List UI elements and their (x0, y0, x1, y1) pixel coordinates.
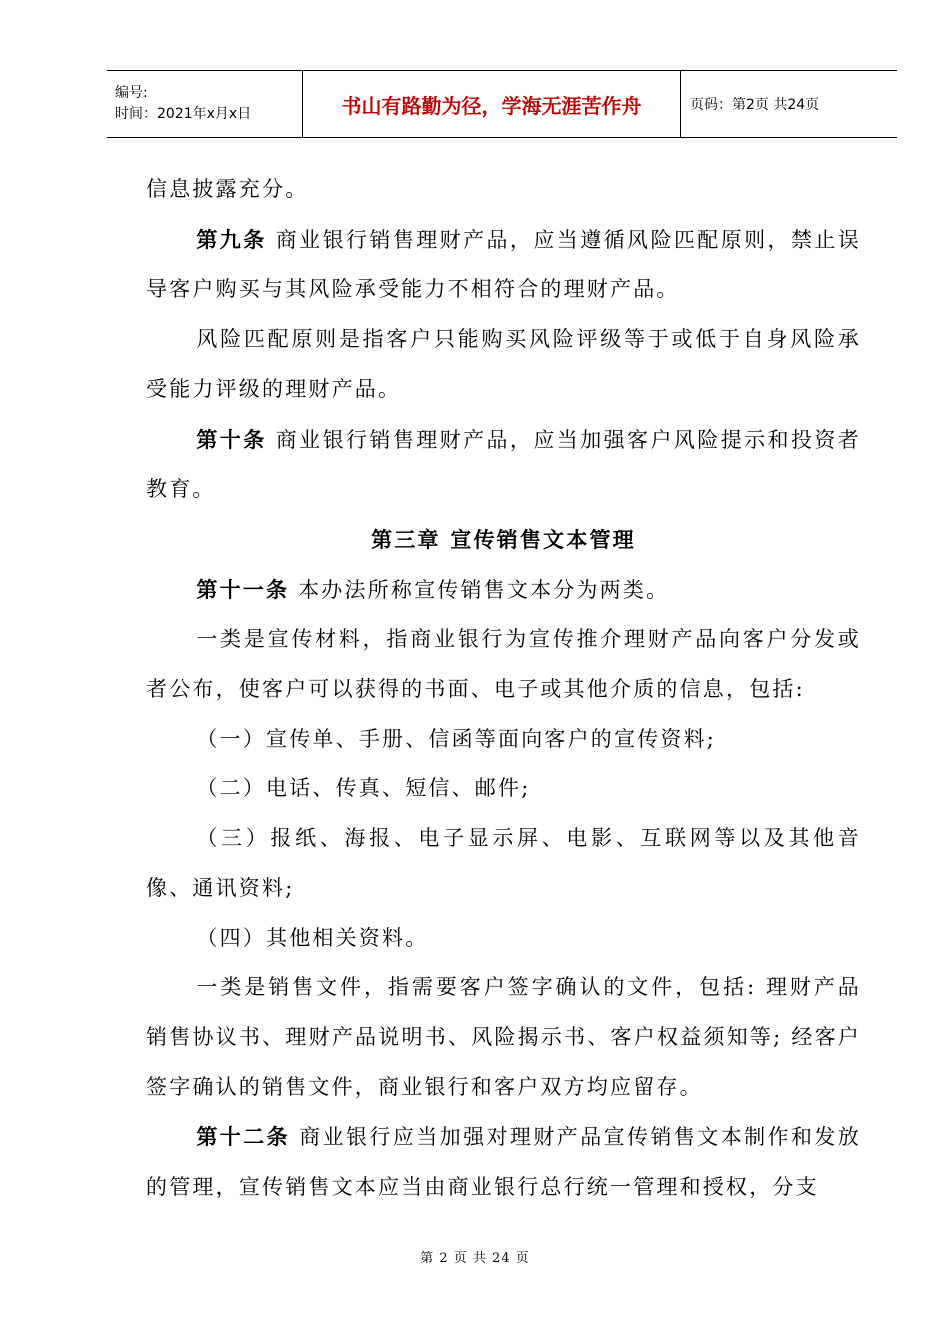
paragraph: 一类是宣传材料，指商业银行为宣传推介理财产品向客户分发或者公布，使客户可以获得的书面、电子或其他介质的信息，包括: (146, 627, 861, 702)
document-body (146, 165, 861, 1213)
paragraph: 信息披露充分。 (146, 177, 309, 201)
page-header (107, 70, 897, 138)
header-meta (107, 71, 303, 137)
list-item: （三）报纸、海报、电子显示屏、电影、互联网等以及其他音像、通讯资料; (146, 826, 861, 900)
doc-time-label: 时间：2021年x月x日 (115, 106, 252, 122)
article-heading: 第九条 (196, 226, 267, 252)
doc-number-label: 编号: (115, 85, 148, 101)
list-item: （一）宣传单、手册、信函等面向客户的宣传资料; (196, 726, 717, 751)
article-heading: 第十一条 (196, 576, 290, 602)
article-heading: 第十二条 (196, 1124, 291, 1150)
header-page-info: 页码：第2页 共24页 (690, 97, 820, 113)
article-10 (146, 415, 861, 515)
list-item: （二）电话、传真、短信、邮件; (196, 776, 531, 801)
article-text: 本办法所称宣传销售文本分为两类。 (289, 577, 670, 602)
article-heading: 第十条 (196, 426, 267, 452)
article-text: 商业银行应当加强对理财产品宣传销售文本制作和发放的管理，宣传销售文本应当由商业银行总行统一管理和授权，分支 (146, 1125, 861, 1200)
article-9 (146, 215, 861, 315)
article-text: 商业银行销售理财产品，应当遵循风险匹配原则，禁止误导客户购买与其风险承受能力不相符合的理财产品。 (146, 227, 861, 302)
article-12 (146, 1112, 861, 1212)
chapter-title: 第三章 宣传销售文本管理 (371, 526, 636, 552)
article-11 (146, 565, 861, 616)
paragraph: 一类是销售文件，指需要客户签字确认的文件，包括: 理财产品销售协议书、理财产品说明书、风险揭示书、客户权益须知等; 经客户签字确认的销售文件，商业银行和客户双方均应留存。 (146, 975, 861, 1099)
header-motto: 书山有路勤为径，学海无涯苦作舟 (303, 71, 681, 137)
list-item: （四）其他相关资料。 (196, 925, 429, 950)
paragraph: 风险匹配原则是指客户只能购买风险评级等于或低于自身风险承受能力评级的理财产品。 (146, 327, 861, 401)
page-footer: 第 2 页 共 24 页 (420, 1251, 530, 1266)
article-text: 商业银行销售理财产品，应当加强客户风险提示和投资者教育。 (146, 427, 861, 502)
